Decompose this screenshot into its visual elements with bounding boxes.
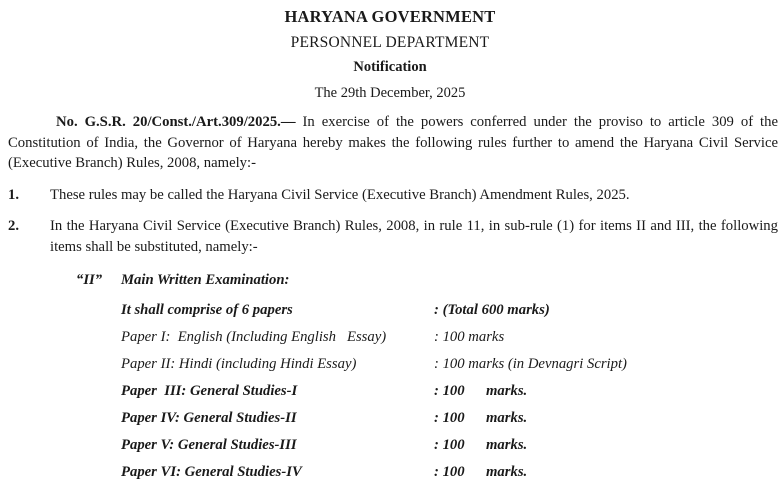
gsr-number: No. G.S.R. 20/Const./Art.309/2025.— (56, 114, 296, 130)
paper-row-i (16, 324, 778, 351)
clause-1-text: These rules may be called the Haryana Civil Service (Executive Branch) Amendment Rules, 2025. (50, 186, 630, 203)
lead-paragraph (8, 112, 778, 174)
paper-ii-label: Paper II: Hindi (including Hindi Essay) (121, 356, 357, 372)
paper-list (16, 297, 778, 486)
paper-row-iii (16, 378, 778, 405)
paper-iv-label: Paper IV: General Studies-II (121, 410, 297, 426)
clause-1 (8, 185, 778, 206)
paper-row-iv (16, 405, 778, 432)
paper-ii-value: : 100 marks (in Devnagri Script) (434, 356, 627, 372)
item-ii-tag: “II” (76, 272, 103, 288)
clause-1-number: 1. (8, 186, 20, 203)
paper-iv-marks-value: : 100 (434, 410, 465, 426)
department-title: PERSONNEL DEPARTMENT (290, 33, 490, 51)
government-title: HARYANA GOVERNMENT (284, 7, 496, 26)
paper-row-ii (16, 351, 778, 378)
paper-iii-marks-unit: marks. (486, 383, 528, 399)
paper-iii-marks-value: : 100 (434, 383, 465, 399)
paper-vi-marks-value: : 100 (434, 464, 465, 480)
notification-title: Notification (353, 59, 427, 75)
paper-summary-label: It shall comprise of 6 papers (121, 302, 293, 318)
clause-2 (8, 216, 778, 257)
lead-paragraph-text: In exercise of the powers conferred under the proviso to article 309 of the Constitution of India, the Governor of Haryana hereby makes the following rules further to amend the Haryana Civil Service (Executive Branch) Rules, 2008, namely:- (8, 114, 778, 171)
paper-i-value: : 100 marks (434, 329, 505, 345)
item-ii-title: Main Written Examination: (121, 272, 290, 288)
clause-2-number: 2. (8, 218, 20, 234)
paper-row-summary (16, 297, 778, 324)
paper-summary-value: : (Total 600 marks) (434, 302, 550, 318)
paper-row-v (16, 432, 778, 459)
item-ii-heading (16, 270, 778, 291)
notification-date: The 29th December, 2025 (314, 84, 466, 101)
paper-v-marks-unit: marks. (486, 437, 528, 453)
paper-vi-marks-unit: marks. (486, 464, 528, 480)
document-body (0, 112, 780, 486)
paper-v-marks-value: : 100 (434, 437, 465, 453)
item-ii-block (8, 270, 778, 486)
paper-v-label: Paper V: General Studies-III (121, 437, 297, 453)
paper-iii-label: Paper III: General Studies-I (121, 383, 298, 399)
paper-i-label: Paper I: English (Including English Essay) (121, 329, 387, 345)
paper-row-vi (16, 459, 778, 486)
paper-vi-label: Paper VI: General Studies-IV (121, 464, 302, 480)
document-header (0, 0, 780, 100)
clause-2-text: In the Haryana Civil Service (Executive Branch) Rules, 2008, in rule 11, in sub-rule (1) for items II and III, the following items shall be substituted, namely:- (50, 218, 778, 255)
paper-iv-marks-unit: marks. (486, 410, 528, 426)
